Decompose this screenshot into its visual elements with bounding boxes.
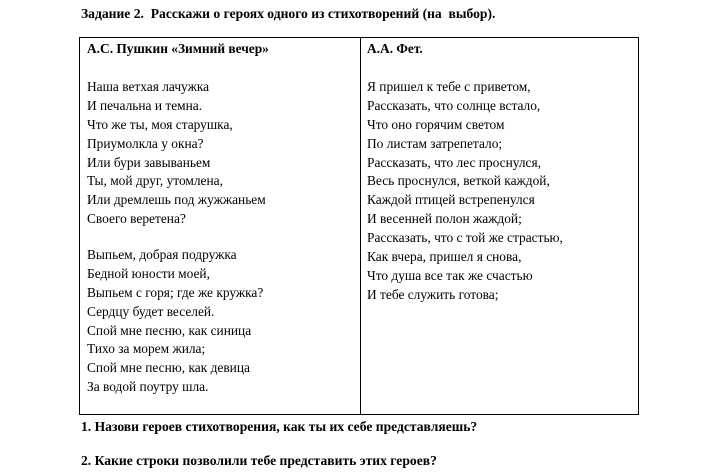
task-title: Задание 2. Расскажи о героях одного из стихотворений (на выбор). — [81, 6, 496, 21]
poem-line: Тихо за морем жила; — [87, 341, 206, 357]
poem-line: Спой мне песню, как синица — [87, 322, 252, 338]
poem-line: И весенней полон жаждой; — [367, 211, 522, 227]
poem-line: Или бури завываньем — [87, 154, 211, 170]
poem-line: Что же ты, моя старушка, — [87, 116, 233, 132]
poem-line: И тебе служить готова; — [367, 286, 499, 302]
poem-line: Бедной юности моей, — [87, 265, 210, 281]
question-2: 2. Какие строки позволили тебе представить этих героев? — [81, 453, 437, 468]
poem-line: За водой поутру шла. — [87, 379, 209, 395]
fet-header: А.А. Фет. — [367, 41, 423, 56]
poem-line: Выпьем, добрая подружка — [87, 247, 237, 262]
question-1: 1. Назови героев стихотворения, как ты их себе представляешь? — [81, 419, 478, 434]
poem-line: Наша ветхая лачужка — [87, 79, 210, 94]
poem-line: Ты, мой друг, утомлена, — [87, 173, 223, 189]
poem-line: Каждой птицей встрепенулся — [367, 192, 535, 208]
poem-line: Весь проснулся, веткой каждой, — [367, 173, 550, 189]
poem-line: Выпьем с горя; где же кружка? — [87, 284, 264, 300]
poem-line: Или дремлешь под жужжаньем — [87, 192, 266, 208]
poem-line: И печальна и темна. — [87, 97, 203, 113]
pushkin-stanza-2 — [87, 246, 263, 397]
poem-line: Рассказать, что лес проснулся, — [367, 154, 542, 170]
poem-line: Что душа все так же счастью — [367, 267, 533, 283]
pushkin-header: А.С. Пушкин «Зимний вечер» — [87, 41, 269, 56]
fet-column — [361, 38, 639, 414]
fet-stanza-1 — [367, 78, 563, 305]
pushkin-column — [80, 38, 360, 414]
pushkin-stanza-1 — [87, 78, 266, 229]
poems-table — [79, 37, 639, 415]
poem-line: Своего веретена? — [87, 211, 186, 227]
poem-line: Я пришел к тебе с приветом, — [367, 79, 531, 94]
poem-line: Сердцу будет веселей. — [87, 303, 215, 319]
poem-line: Спой мне песню, как девица — [87, 360, 250, 376]
poem-line: Приумолкла у окна? — [87, 135, 204, 151]
poem-line: Рассказать, что с той же страстью, — [367, 230, 563, 246]
poem-line: Рассказать, что солнце встало, — [367, 97, 541, 113]
poem-line: Что оно горячим светом — [367, 116, 505, 132]
poem-line: По листам затрепетало; — [367, 135, 503, 151]
poem-line: Как вчера, пришел я снова, — [367, 249, 522, 265]
